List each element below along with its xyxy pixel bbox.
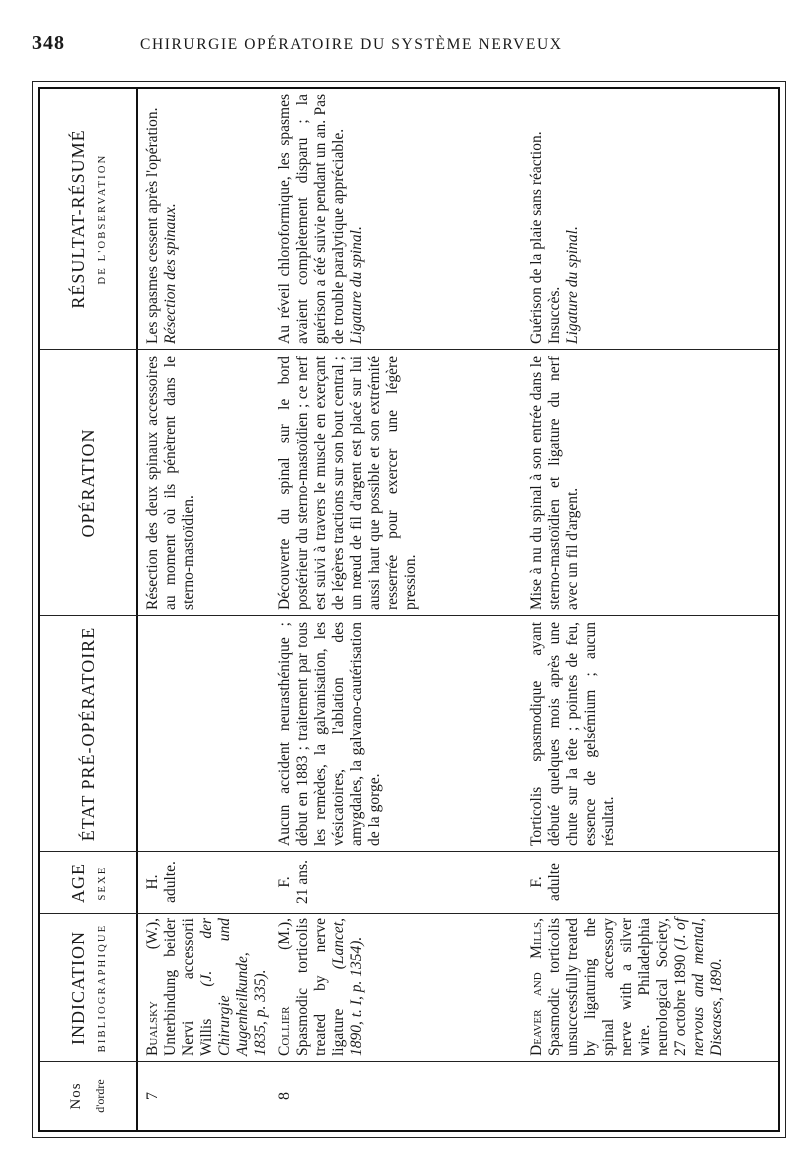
row-7-age: adulte. <box>162 861 179 903</box>
column-divider <box>40 851 778 852</box>
row-8-indication-text: (M.), Spasmodic torticolis treated by nerve ligature <box>276 918 347 1056</box>
header-num-sub: d'ordre <box>93 1079 107 1113</box>
row-8-resultat-note: Ligature du spinal. <box>348 226 365 344</box>
header-num <box>40 1062 136 1130</box>
column-divider <box>40 349 778 350</box>
row-8-age: 21 ans. <box>294 860 311 904</box>
row-7-resultat <box>144 94 180 344</box>
row-8-number: 8 <box>276 1092 293 1100</box>
header-age-main: AGE <box>68 863 88 903</box>
header-etat-main: ÉTAT PRÉ-OPÉRATOIRE <box>77 626 98 842</box>
row-9-indication <box>528 918 726 1056</box>
header-operation <box>40 350 136 616</box>
row-7-number: 7 <box>144 1092 161 1100</box>
header-indication-sub: BIBLIOGRAPHIQUE <box>97 923 108 1053</box>
observations-table <box>38 87 780 1132</box>
running-title: CHIRURGIE OPÉRATOIRE DU SYSTÈME NERVEUX <box>140 36 563 53</box>
row-9-indication-text: , Spasmodic torticolis unsuccessfully treated by ligaturing the spinal accessory nerve with a silver wire. Philadelphia neurological Society, 27 octobre 1890 <box>528 918 689 1056</box>
header-resultat-main: RÉSULTAT-RÉSUMÉ <box>68 129 88 309</box>
header-age-sub: SEXE <box>97 865 108 901</box>
row-7-indication-text: (W.), Unterbindung beider Nervi accessorii Willis <box>144 918 215 1056</box>
row-9-age-sexe <box>528 854 564 910</box>
row-8-sexe: F. <box>276 876 293 888</box>
row-9-indication-ref: (J. of nervous and mental, Diseases, 1890. <box>672 918 725 1056</box>
page-number: 348 <box>32 32 65 54</box>
row-7-author: Bualsky <box>144 1001 161 1056</box>
row-9-operation: Mise à nu du spinal à son entrée dans le sterno-mastoïdien et ligature du nerf avec un fil d'argent. <box>528 356 581 610</box>
row-9-age: adulte <box>546 863 563 901</box>
header-age <box>40 852 136 914</box>
header-etat <box>40 616 136 852</box>
header-resultat <box>40 88 136 350</box>
row-9-resultat <box>528 94 582 344</box>
row-7-resultat-note: Résection des spinaux. <box>162 203 179 344</box>
header-num-main: Nos <box>68 1082 84 1110</box>
row-9-author: Deaver and Mills <box>528 921 545 1056</box>
header-indication <box>40 914 136 1062</box>
row-8-age-sexe <box>276 854 312 910</box>
row-8-resultat-text: Au réveil chloroformique, les spasmes avaient complètement disparu ; la guérison a été suivie pendant un an. Pas de trouble paralytique appréciable. <box>276 94 347 344</box>
column-divider <box>40 913 778 914</box>
row-9-resultat-note: Ligature du spinal. <box>564 226 581 344</box>
row-8-resultat <box>276 94 366 344</box>
row-8-etat: Aucun accident neurasthénique ; début en 1883 ; traitement par tous les remèdes, la galvanisation, les vésicatoires, l'ablation des amygdales, la galvano-cautérisation de la gorge. <box>276 622 383 846</box>
row-7-indication-ref: (J. der Chirurgie und Augenheilkunde, 1835, p. 335). <box>198 917 269 1056</box>
row-7-age-sexe <box>144 854 180 910</box>
row-7-resultat-text: Les spasmes cessent après l'opération. <box>144 107 161 344</box>
row-7-indication <box>144 918 270 1056</box>
row-7-sexe: H. <box>144 874 161 890</box>
row-7-operation: Résection des deux spinaux accessoires au moment où ils pénètrent dans le sterno-mastoïdien. <box>144 356 197 610</box>
header-indication-main: INDICATION <box>68 931 88 1045</box>
row-9-etat: Torticolis spasmodique ayant débuté quelques mois après une chute sur la tête ; pointes de feu, essence de gelsémium ; aucun résultat. <box>528 622 617 846</box>
row-8-author: Collier <box>276 1006 293 1056</box>
row-8-indication <box>276 918 366 1056</box>
row-9-resultat-extra: Insuccès. <box>546 286 563 344</box>
row-8-indication-ref: (Lancet, 1890, t. I, p. 1354). <box>330 918 365 1056</box>
header-rule <box>136 89 138 1130</box>
header-operation-main: OPÉRATION <box>77 428 98 538</box>
rotated-table <box>38 87 780 1132</box>
row-8-operation: Découverte du spinal sur le bord postérieur du sterno-mastoïdien ; ce nerf est suivi à travers le muscle en exerçant de légères tractions sur son bout central ; un nœud de fil d'argent est placé sur lui aussi haut que possible et son extrémité resserrée pour exercer une légère pression. <box>276 356 419 610</box>
header-resultat-sub: DE L'OBSERVATION <box>97 153 108 285</box>
column-divider <box>40 615 778 616</box>
row-9-sexe: F. <box>528 876 545 888</box>
row-9-resultat-text: Guérison de la plaie sans réaction. <box>528 131 545 344</box>
page-header <box>32 28 772 58</box>
